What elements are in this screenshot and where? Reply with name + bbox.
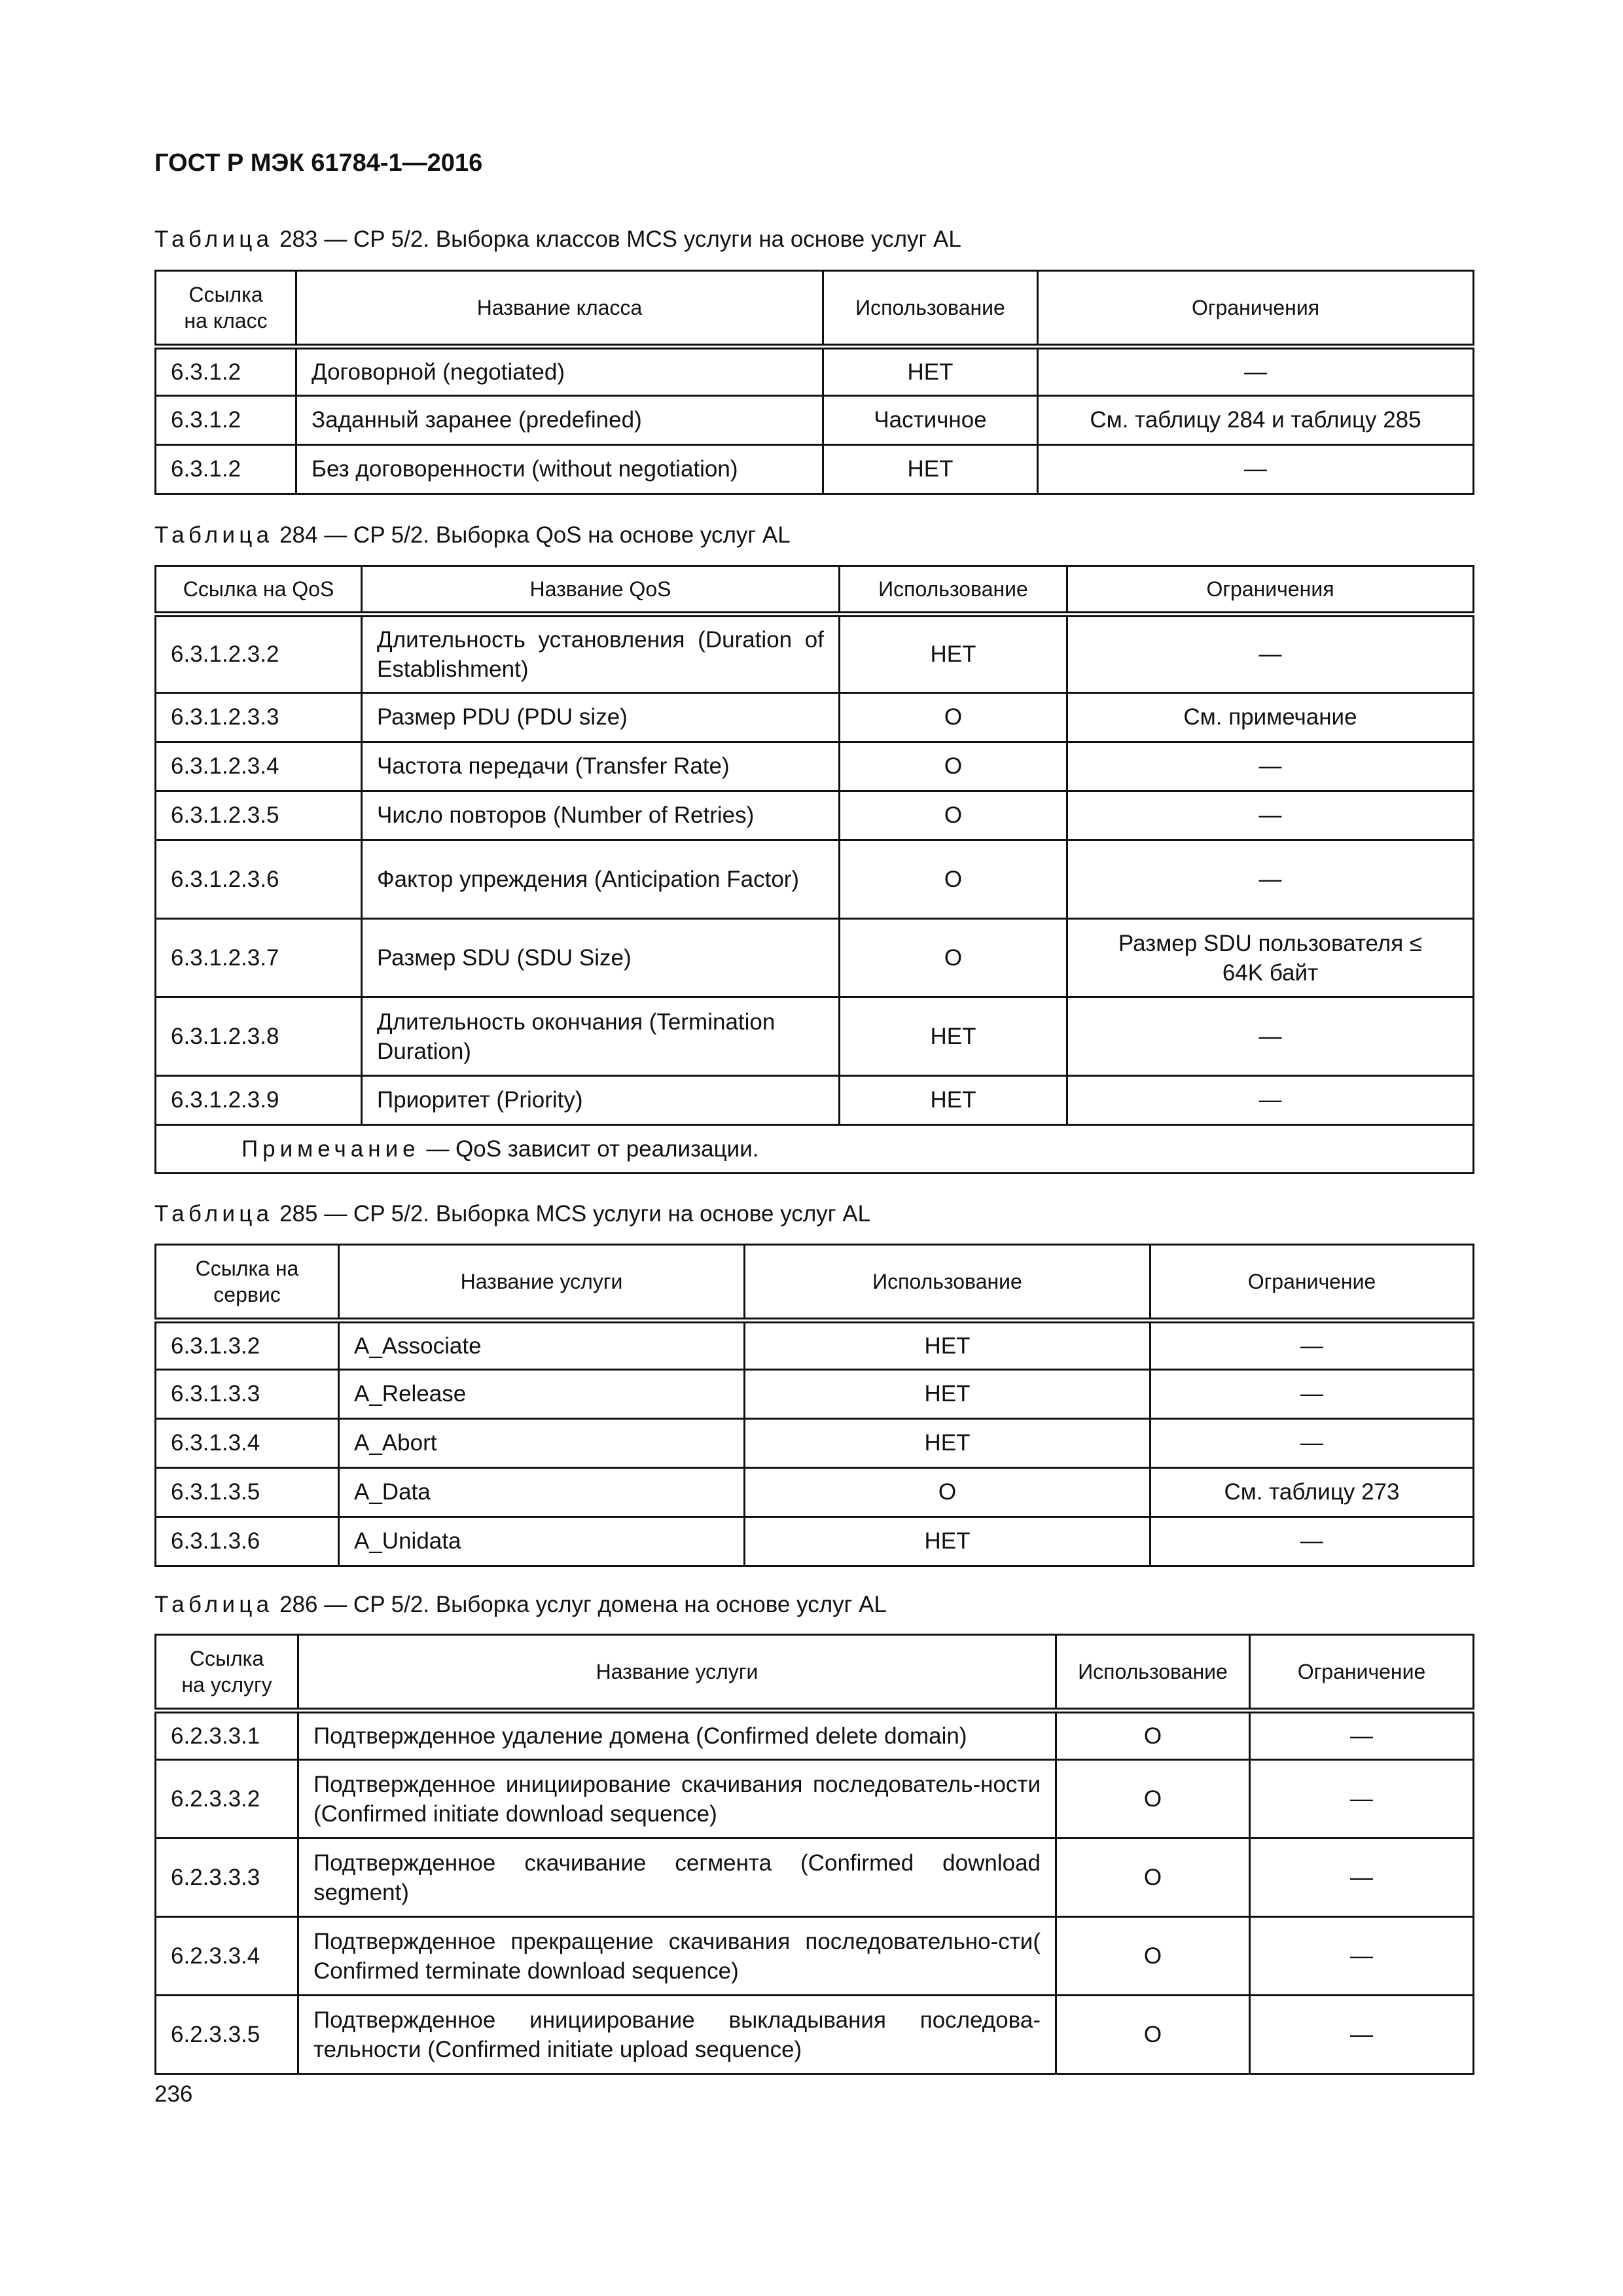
cell-limits: См. примечание	[1067, 693, 1474, 742]
cell-ref: 6.2.3.3.1	[156, 1711, 298, 1760]
cell-ref: 6.3.1.2.3.5	[156, 791, 362, 840]
cell-ref: 6.3.1.2	[156, 396, 296, 445]
caption-word: Таблица	[154, 1592, 274, 1617]
cell-ref: 6.3.1.3.6	[156, 1517, 339, 1566]
cell-limits: —	[1250, 1760, 1474, 1839]
caption-text: 284 — CP 5/2. Выборка QoS на основе услуг AL	[273, 522, 791, 548]
table-284-caption	[154, 522, 791, 548]
document-header: ГОСТ Р МЭК 61784-1—2016	[154, 149, 483, 177]
cell-ref: 6.3.1.3.3	[156, 1370, 339, 1419]
cell-name: Подтвержденное инициирование выкладывания последова-тельности (Confirmed initiate upload sequence)	[298, 1996, 1056, 2074]
note-text: — QoS зависит от реализации.	[419, 1136, 759, 1162]
header-limits: Ограничения	[1038, 271, 1474, 347]
cell-usage: Частичное	[823, 396, 1038, 445]
cell-ref: 6.3.1.2	[156, 347, 296, 396]
cell-ref: 6.3.1.2.3.7	[156, 919, 362, 997]
table-row	[156, 347, 1474, 396]
cell-name: Размер SDU (SDU Size)	[362, 919, 840, 997]
cell-ref: 6.3.1.3.4	[156, 1419, 339, 1468]
table-285-caption	[154, 1201, 870, 1227]
cell-usage: O	[1056, 1760, 1250, 1839]
table-row	[156, 1517, 1474, 1566]
table-286-caption	[154, 1592, 887, 1618]
header-ref: Ссылка на услугу	[156, 1635, 298, 1711]
cell-name: Длительность установления (Duration of Establishment)	[362, 615, 840, 693]
cell-ref: 6.2.3.3.4	[156, 1917, 298, 1996]
header-name: Название услуги	[298, 1635, 1056, 1711]
cell-usage: НЕТ	[823, 445, 1038, 494]
cell-ref: 6.2.3.3.5	[156, 1996, 298, 2074]
table-284	[154, 565, 1474, 1174]
cell-ref: 6.3.1.2.3.6	[156, 840, 362, 919]
cell-usage: НЕТ	[745, 1321, 1150, 1370]
caption-text: 286 — CP 5/2. Выборка услуг домена на основе услуг AL	[273, 1592, 887, 1617]
table-286	[154, 1634, 1474, 2075]
table-row	[156, 791, 1474, 840]
cell-ref: 6.3.1.2.3.2	[156, 615, 362, 693]
table-row	[156, 693, 1474, 742]
table-row	[156, 1760, 1474, 1839]
table-row	[156, 1839, 1474, 1917]
cell-name: Подтвержденное удаление домена (Confirmed delete domain)	[298, 1711, 1056, 1760]
table-row	[156, 1419, 1474, 1468]
cell-limits: —	[1250, 1917, 1474, 1996]
header-usage: Использование	[745, 1245, 1150, 1321]
cell-name: Подтвержденное инициирование скачивания последователь-ности (Confirmed initiate download sequence)	[298, 1760, 1056, 1839]
table-row	[156, 1321, 1474, 1370]
cell-name: Заданный заранее (predefined)	[296, 396, 823, 445]
cell-limits: Размер SDU пользователя ≤ 64K байт	[1067, 919, 1474, 997]
cell-name: A_Abort	[339, 1419, 745, 1468]
header-usage: Использование	[1056, 1635, 1250, 1711]
table-row	[156, 1996, 1474, 2074]
cell-usage: НЕТ	[745, 1370, 1150, 1419]
cell-usage: НЕТ	[745, 1517, 1150, 1566]
caption-word: Таблица	[154, 226, 274, 252]
table-row	[156, 615, 1474, 693]
table-row	[156, 1468, 1474, 1517]
header-usage: Использование	[840, 566, 1067, 615]
cell-name: Без договоренности (without negotiation)	[296, 445, 823, 494]
table-note	[156, 1125, 1474, 1174]
cell-usage: НЕТ	[745, 1419, 1150, 1468]
caption-text: 285 — CP 5/2. Выборка MCS услуги на основе услуг AL	[273, 1201, 871, 1227]
cell-ref: 6.3.1.2.3.4	[156, 742, 362, 791]
cell-limits: —	[1067, 742, 1474, 791]
cell-usage: НЕТ	[823, 347, 1038, 396]
cell-limits: —	[1067, 615, 1474, 693]
header-ref: Ссылка на класс	[156, 271, 296, 347]
cell-limits: —	[1150, 1517, 1474, 1566]
cell-usage: O	[1056, 1711, 1250, 1760]
cell-limits: —	[1038, 347, 1474, 396]
header-ref: Ссылка на QoS	[156, 566, 362, 615]
table-row	[156, 1711, 1474, 1760]
cell-usage: O	[1056, 1917, 1250, 1996]
cell-limits: —	[1250, 1839, 1474, 1917]
table-row	[156, 919, 1474, 997]
cell-usage: O	[1056, 1839, 1250, 1917]
cell-name: A_Associate	[339, 1321, 745, 1370]
table-row	[156, 840, 1474, 919]
header-ref: Ссылка на сервис	[156, 1245, 339, 1321]
table-note-row	[156, 1125, 1474, 1174]
cell-limits: —	[1067, 840, 1474, 919]
cell-ref: 6.3.1.3.5	[156, 1468, 339, 1517]
table-row	[156, 445, 1474, 494]
cell-usage: O	[840, 840, 1067, 919]
cell-usage: O	[1056, 1996, 1250, 2074]
table-row	[156, 1370, 1474, 1419]
cell-limits: См. таблицу 273	[1150, 1468, 1474, 1517]
cell-usage: НЕТ	[840, 615, 1067, 693]
header-name: Название класса	[296, 271, 823, 347]
cell-name: Частота передачи (Transfer Rate)	[362, 742, 840, 791]
cell-usage: НЕТ	[840, 997, 1067, 1076]
header-limits: Ограничение	[1250, 1635, 1474, 1711]
table-283	[154, 270, 1474, 495]
note-word: Примечание	[241, 1136, 420, 1162]
cell-limits: —	[1250, 1996, 1474, 2074]
header-limits: Ограничения	[1067, 566, 1474, 615]
table-row	[156, 396, 1474, 445]
cell-name: Число повторов (Number of Retries)	[362, 791, 840, 840]
cell-ref: 6.3.1.3.2	[156, 1321, 339, 1370]
cell-name: A_Data	[339, 1468, 745, 1517]
cell-usage: O	[840, 919, 1067, 997]
cell-name: Приоритет (Priority)	[362, 1076, 840, 1125]
cell-limits: —	[1150, 1321, 1474, 1370]
header-limits: Ограничение	[1150, 1245, 1474, 1321]
cell-ref: 6.2.3.3.3	[156, 1839, 298, 1917]
header-usage: Использование	[823, 271, 1038, 347]
cell-name: Подтвержденное скачивание сегмента (Confirmed download segment)	[298, 1839, 1056, 1917]
caption-word: Таблица	[154, 522, 274, 548]
cell-ref: 6.3.1.2.3.9	[156, 1076, 362, 1125]
cell-ref: 6.2.3.3.2	[156, 1760, 298, 1839]
cell-limits: —	[1250, 1711, 1474, 1760]
cell-name: A_Unidata	[339, 1517, 745, 1566]
cell-name: Договорной (negotiated)	[296, 347, 823, 396]
table-285	[154, 1244, 1474, 1567]
cell-ref: 6.3.1.2.3.8	[156, 997, 362, 1076]
cell-name: Подтвержденное прекращение скачивания последовательно-сти( Confirmed terminate download sequence)	[298, 1917, 1056, 1996]
cell-limits: —	[1150, 1370, 1474, 1419]
table-row	[156, 997, 1474, 1076]
cell-ref: 6.3.1.2	[156, 445, 296, 494]
cell-name: A_Release	[339, 1370, 745, 1419]
cell-limits: —	[1067, 1076, 1474, 1125]
header-name: Название услуги	[339, 1245, 745, 1321]
cell-limits: —	[1150, 1419, 1474, 1468]
table-row	[156, 742, 1474, 791]
cell-limits: См. таблицу 284 и таблицу 285	[1038, 396, 1474, 445]
cell-limits: —	[1067, 791, 1474, 840]
cell-name: Размер PDU (PDU size)	[362, 693, 840, 742]
header-name: Название QoS	[362, 566, 840, 615]
cell-usage: O	[840, 791, 1067, 840]
cell-name: Длительность окончания (Termination Duration)	[362, 997, 840, 1076]
cell-usage: O	[840, 742, 1067, 791]
cell-limits: —	[1038, 445, 1474, 494]
page-number: 236	[154, 2081, 193, 2107]
caption-text: 283 — CP 5/2. Выборка классов MCS услуги на основе услуг AL	[273, 226, 961, 252]
cell-ref: 6.3.1.2.3.3	[156, 693, 362, 742]
cell-limits: —	[1067, 997, 1474, 1076]
cell-usage: НЕТ	[840, 1076, 1067, 1125]
table-row	[156, 1917, 1474, 1996]
cell-usage: O	[745, 1468, 1150, 1517]
table-row	[156, 1076, 1474, 1125]
table-283-caption	[154, 226, 961, 253]
caption-word: Таблица	[154, 1201, 274, 1227]
cell-usage: O	[840, 693, 1067, 742]
cell-name: Фактор упреждения (Anticipation Factor)	[362, 840, 840, 919]
